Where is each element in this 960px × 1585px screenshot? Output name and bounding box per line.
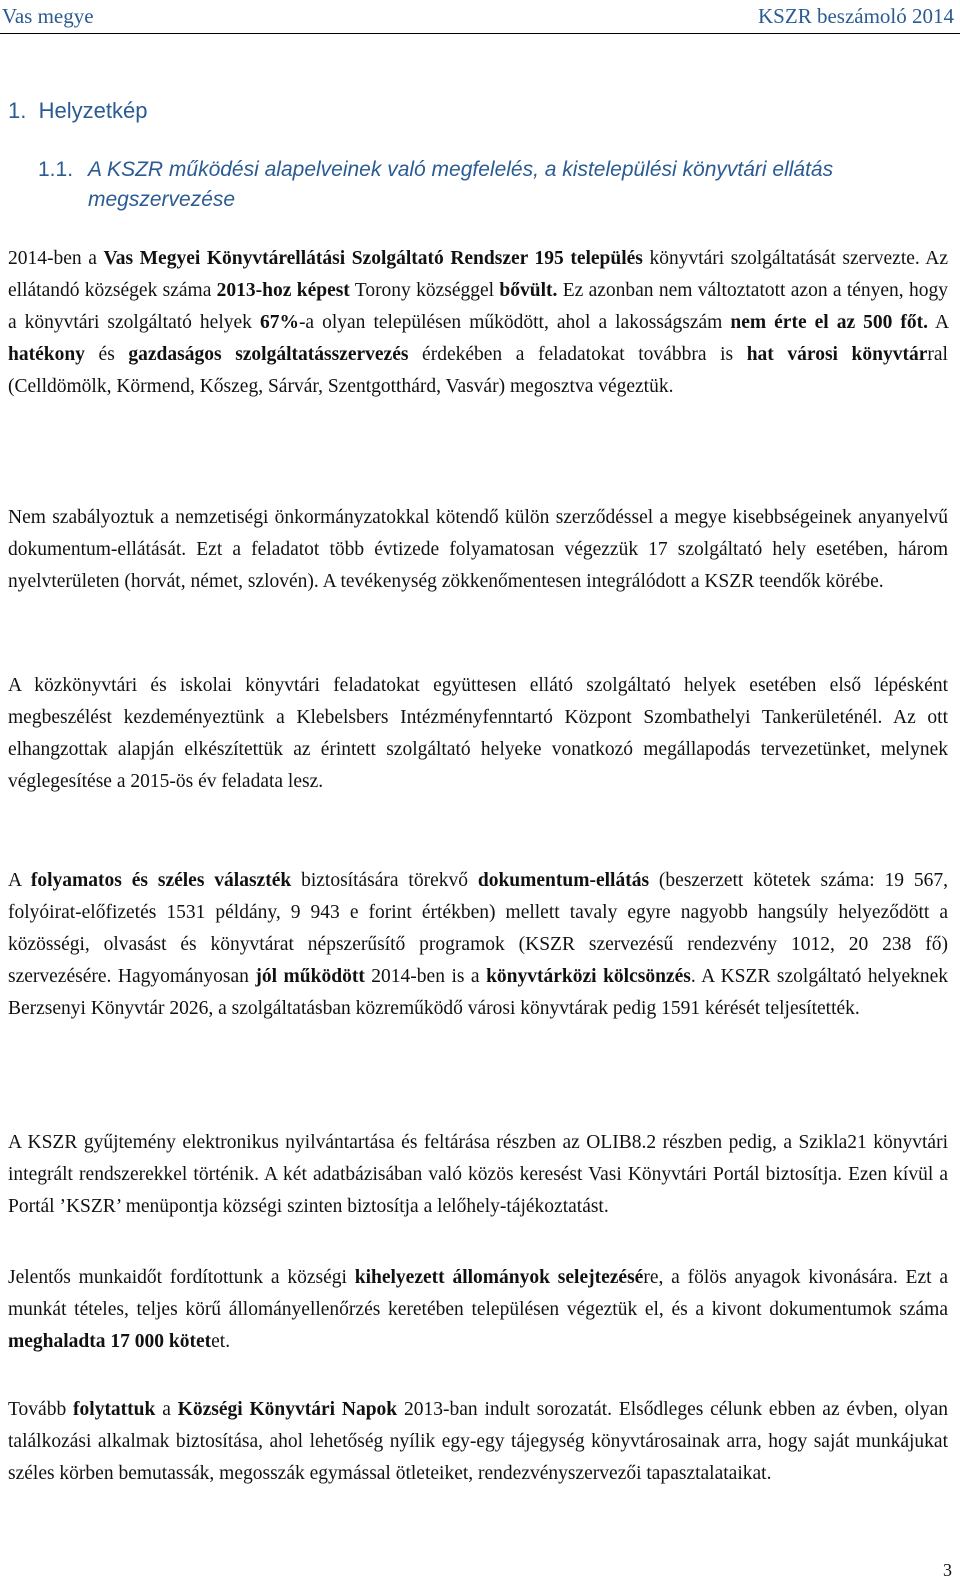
paragraph-7: Tovább folytattuk a Községi Könyvtári Napok 2013-ban indult sorozatát. Elsődleges célunk ebben az évben, olyan találkozási alkalmak biztosítása, ahol lehetőség nyílik egy-egy tájegység könyvtárosainak arra, hogy saját munkájukat széles körben bemutassák, megosszák egymással ötleteiket, rendezvényszervezői tapasztalataikat. bbox=[8, 1399, 949, 1484]
section-title: Helyzetkép bbox=[38, 98, 148, 123]
subsection-heading bbox=[38, 155, 956, 215]
section-number: 1. bbox=[8, 98, 27, 123]
paragraph-2: Nem szabályoztuk a nemzetiségi önkormányzatokkal kötendő külön szerződéssel a megye kisebbségeinek anyanyelvű dokumentum-ellátását. Ezt a feladatot több évtizede folyamatosan végezzük 17 szolgáltató hely esetében, három nyelvterületen (horvát, német, szlovén). A tevékenység zökkenőmentesen integrálódott a KSZR teendők körébe. bbox=[8, 507, 948, 592]
paragraph-1: 2014-ben a Vas Megyei Könyvtárellátási Szolgáltató Rendszer 195 település könyvtári szolgáltatását szervezte. Az ellátandó községek száma 2013-hoz képest Torony községgel bővült. Ez azonban nem változtatott azon a tényen, hogy a könyvtári szolgáltató helyek 67%-a olyan településen működött, ahol a lakosságszám nem érte el az 500 főt. A hatékony és gazdaságos szolgáltatásszervezés érdekében a feladatokat továbbra is hat városi könyvtárral (Celldömölk, Körmend, Kőszeg, Sárvár, Szentgotthárd, Vasvár) megosztva végeztük. bbox=[8, 248, 949, 397]
paragraph-4: A folyamatos és széles választék biztosítására törekvő dokumentum-ellátás (beszerzett kötetek száma: 19 567, folyóirat-előfizetés 1531 példány, 9 943 e forint értékben) mellett tavaly egyre nagyobb hangsúly helyeződött a közösségi, olvasást és könyvtárat népszerűsítő programok (KSZR szervezésű rendezvény 1012, 20 238 fő) szervezésére. Hagyományosan jól működött 2014-ben is a könyvtárközi kölcsönzés. A KSZR szolgáltató helyeknek Berzsenyi Könyvtár 2026, a szolgáltatásban közreműködő városi könyvtárak pedig 1591 kérését teljesítették. bbox=[8, 870, 949, 1019]
section-heading bbox=[8, 98, 147, 124]
paragraph-3: A közkönyvtári és iskolai könyvtári feladatokat együttesen ellátó szolgáltató helyek esetében első lépésként megbeszélést kezdeményeztünk a Klebelsbers Intézményfenntartó Központ Szombathelyi Tankerületénél. Az ott elhangzottak alapján elkészítettük az érintett szolgáltató helyeke vonatkozó megállapodás tervezetünket, melynek véglegesítése a 2015-ös év feladata lesz. bbox=[8, 675, 948, 792]
subsection-title: A KSZR működési alapelveinek való megfelelés, a kistelepülési könyvtári ellátás megszervezése bbox=[88, 158, 834, 211]
paragraph-6: Jelentős munkaidőt fordítottunk a községi kihelyezett állományok selejtezésére, a fölös anyagok kivonására. Ezt a munkát tételes, teljes körű állományellenőrzés keretében településen végeztük el, és a kivont dokumentumok száma meghaladta 17 000 kötetet. bbox=[8, 1267, 949, 1352]
subsection-number: 1.1. bbox=[38, 158, 74, 181]
page-header bbox=[0, 0, 960, 34]
header-left-text: Vas megye bbox=[2, 4, 94, 28]
paragraph-5: A KSZR gyűjtemény elektronikus nyilvántartása és feltárása részben az OLIB8.2 részben pedig, a Szikla21 könyvtári integrált rendszerekkel történik. A két adatbázisában való közös keresést Vasi Könyvtári Portál biztosítja. Ezen kívül a Portál ’KSZR’ menüpontja községi szinten biztosítja a lelőhely-tájékoztatást. bbox=[8, 1132, 948, 1217]
header-right-text: KSZR beszámoló 2014 bbox=[758, 4, 954, 28]
page-number: 3 bbox=[943, 1560, 952, 1580]
